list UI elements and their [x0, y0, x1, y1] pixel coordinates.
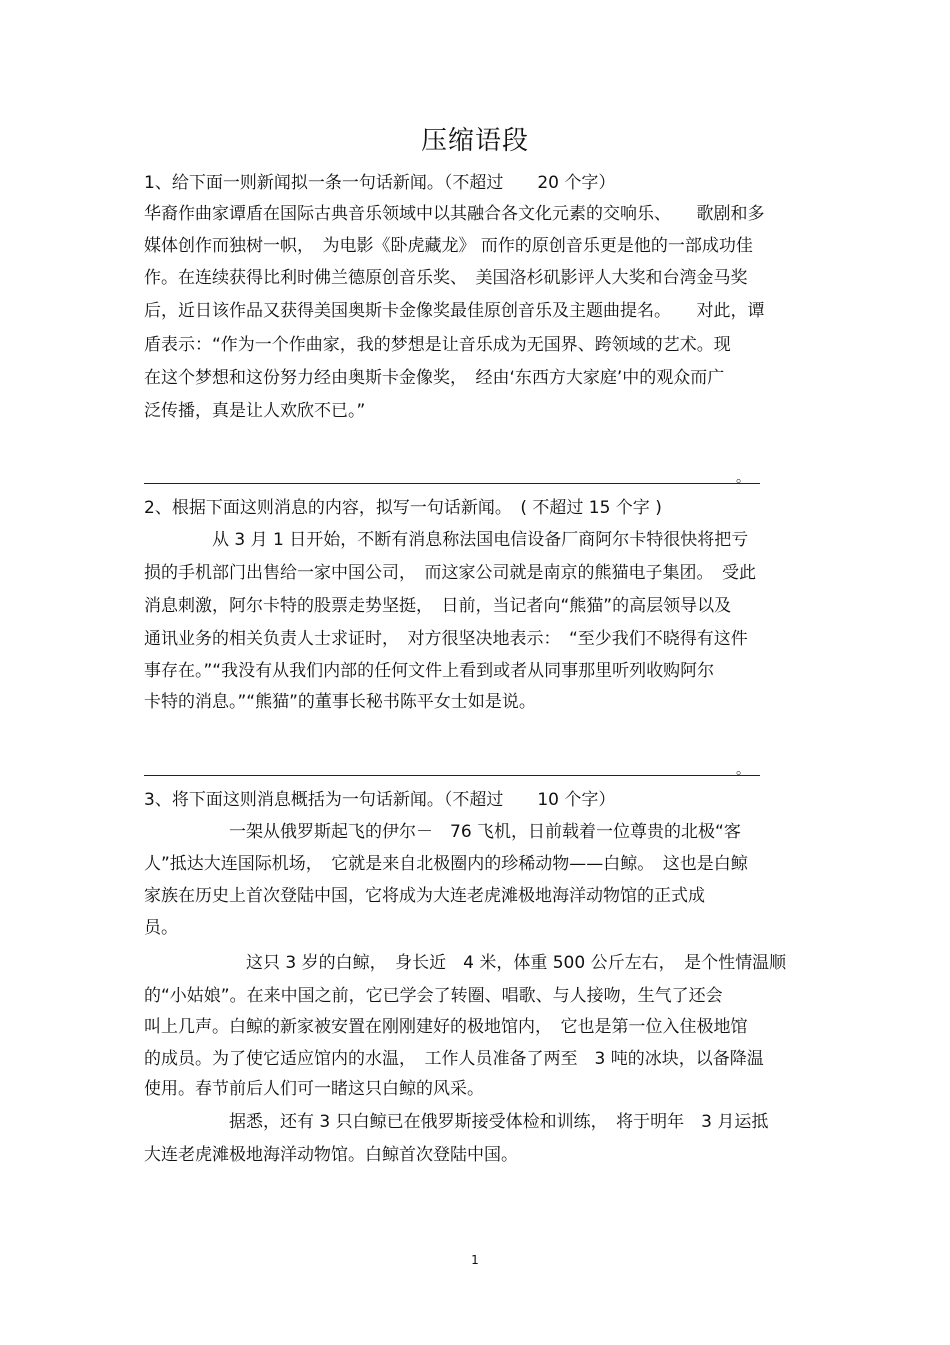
q2-answer-period: 。: [736, 762, 750, 778]
q3-text-line: 员。: [144, 918, 178, 938]
q3-text-line: 人”抵达大连国际机场， 它就是来自北极圈内的珍稀动物——白鲸。 这也是白鲸: [144, 854, 748, 874]
q1-text-line: 泛传播，真是让人欢欣不已。”: [144, 401, 366, 421]
q1-text-line: 盾表示：“作为一个作曲家，我的梦想是让音乐成为无国界、跨领域的艺术。现: [144, 335, 731, 355]
page-title: 压缩语段: [420, 126, 529, 156]
q3-text-line: 使用。春节前后人们可一睹这只白鲸的风采。: [144, 1079, 484, 1099]
q3-text-line: 大连老虎滩极地海洋动物馆。白鲸首次登陆中国。: [144, 1145, 518, 1165]
q1-answer-period: 。: [736, 470, 750, 486]
q2-text-line: 事存在。”“我没有从我们内部的任何文件上看到或者从同事那里听列收购阿尔: [144, 661, 715, 681]
page-number: 1: [471, 1253, 479, 1267]
q3-text-line: 一架从俄罗斯起飞的伊尔－ 76 飞机，日前载着一位尊贵的北极“客: [144, 822, 741, 842]
q1-text-line: 后，近日该作品又获得美国奥斯卡金像奖最佳原创音乐及主题曲提名。 对此，谭: [144, 301, 765, 321]
question-1-prompt: 1、给下面一则新闻拟一条一句话新闻。（不超过 20 个字）: [144, 173, 616, 193]
q1-text-line: 作。在连续获得比利时佛兰德原创音乐奖、 美国洛杉矶影评人大奖和台湾金马奖: [144, 268, 748, 288]
q2-text-line: 消息刺激，阿尔卡特的股票走势坚挺， 日前，当记者向“熊猫”的高层领导以及: [144, 596, 732, 616]
q2-answer-line[interactable]: [144, 775, 760, 776]
q1-text-line: 在这个梦想和这份努力经由奥斯卡金像奖， 经由‘东西方大家庭’中的观众而广: [144, 368, 725, 388]
q2-text-line: 卡特的消息。”“熊猫”的董事长秘书陈平女士如是说。: [144, 692, 536, 712]
question-3-prompt: 3、将下面这则消息概括为一句话新闻。（不超过 10 个字）: [144, 790, 616, 810]
q3-text-line: 据悉，还有 3 只白鲸已在俄罗斯接受体检和训练， 将于明年 3 月运抵: [144, 1112, 769, 1132]
q3-text-line: 家族在历史上首次登陆中国，它将成为大连老虎滩极地海洋动物馆的正式成: [144, 886, 705, 906]
question-2-prompt: 2、根据下面这则消息的内容，拟写一句话新闻。 ( 不超过 15 个字 ): [144, 498, 662, 518]
q1-answer-line[interactable]: [144, 483, 760, 484]
q2-text-line: 损的手机部门出售给一家中国公司， 而这家公司就是南京的熊猫电子集团。 受此: [144, 563, 756, 583]
q3-text-line: 叫上几声。白鲸的新家被安置在刚刚建好的极地馆内， 它也是第一位入住极地馆: [144, 1017, 748, 1037]
q1-text-line: 华裔作曲家谭盾在国际古典音乐领域中以其融合各文化元素的交响乐、 歌剧和多: [144, 204, 765, 224]
q3-text-line: 的“小姑娘”。在来中国之前，它已学会了转圈、唱歌、与人接吻，生气了还会: [144, 986, 723, 1006]
q2-text-line: 通讯业务的相关负责人士求证时， 对方很坚决地表示： “至少我们不晓得有这件: [144, 629, 748, 649]
q1-text-line: 媒体创作而独树一帜， 为电影《卧虎藏龙》 而作的原创音乐更是他的一部成功佳: [144, 236, 753, 256]
q3-text-line: 的成员。为了使它适应馆内的水温， 工作人员准备了两至 3 吨的冰块，以备降温: [144, 1049, 764, 1069]
q3-text-line: 这只 3 岁的白鲸， 身长近 4 米，体重 500 公斤左右， 是个性情温顺: [144, 953, 787, 973]
q2-text-line: 从 3 月 1 日开始，不断有消息称法国电信设备厂商阿尔卡特很快将把亏: [144, 530, 749, 550]
